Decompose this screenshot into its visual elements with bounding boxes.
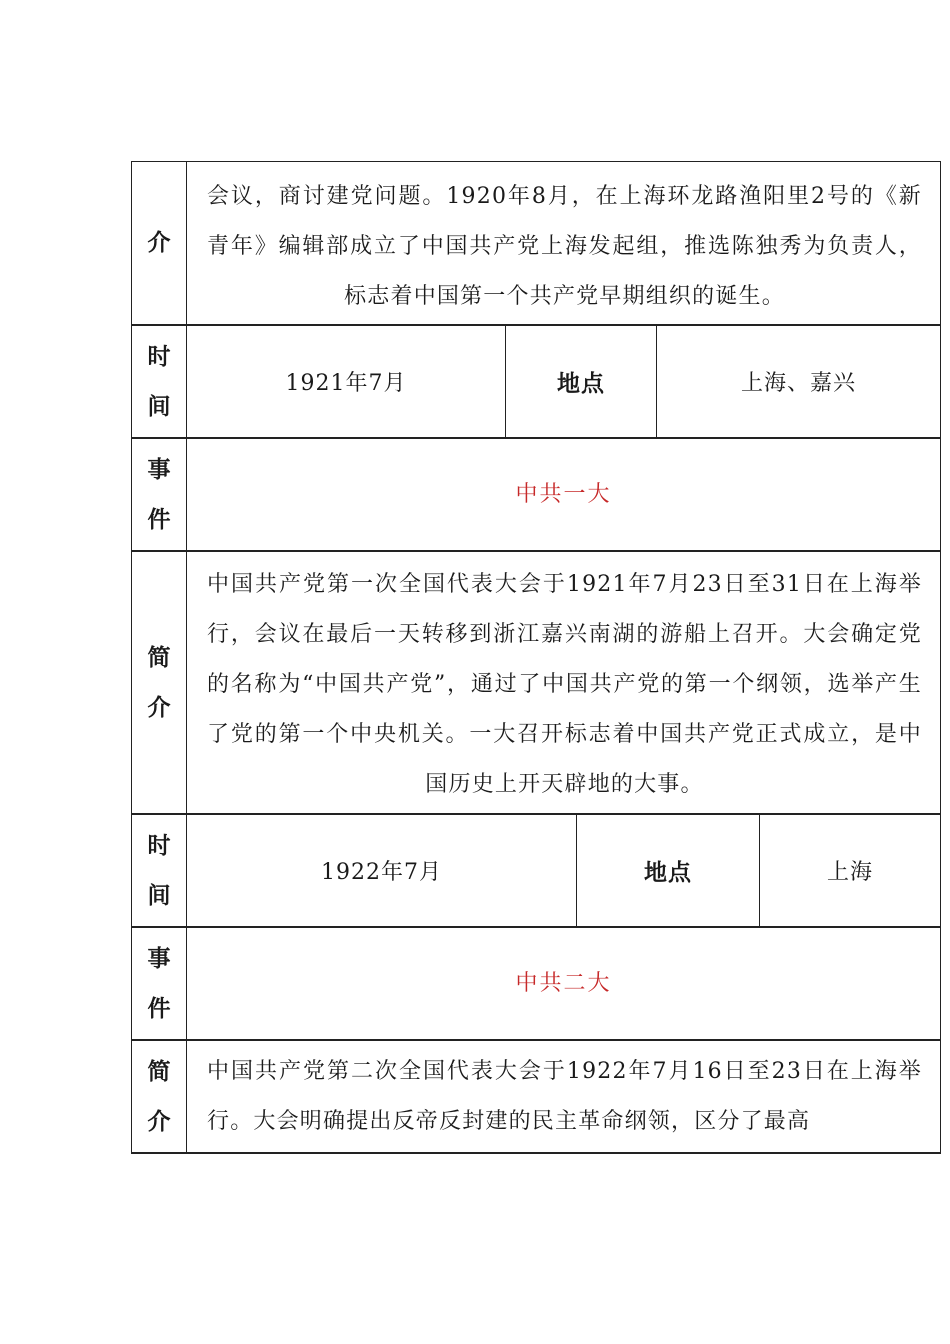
label-char: 时 (147, 832, 171, 859)
label-char: 时 (147, 343, 171, 370)
label-char: 介 (147, 230, 171, 256)
table-row-intro (131, 552, 941, 815)
event-name: 中共二大 (515, 970, 612, 996)
row-label (132, 162, 187, 324)
row-label (132, 815, 187, 926)
table-row-event (131, 439, 941, 552)
row-label (132, 439, 187, 550)
time-value: 1922年7月 (187, 815, 577, 926)
label-char: 事 (147, 945, 171, 972)
event-name: 中共一大 (515, 481, 612, 507)
label-char: 简 (147, 644, 171, 671)
label-char: 间 (147, 882, 171, 909)
intro-cell (187, 162, 940, 324)
label-char: 件 (147, 995, 171, 1022)
label-char: 事 (147, 456, 171, 483)
row-label (132, 326, 187, 437)
label-char: 介 (147, 1108, 171, 1135)
place-value: 上海、嘉兴 (740, 371, 856, 396)
table-row-intro (131, 1041, 941, 1154)
table-row-event (131, 928, 941, 1041)
label-char: 介 (147, 694, 171, 721)
label-char: 简 (147, 1058, 171, 1085)
table-row-intro-continued (131, 161, 941, 326)
time-value: 1921年7月 (187, 326, 506, 437)
table-row-time-place (131, 326, 941, 439)
place-value: 上海 (826, 860, 873, 885)
intro-cell (187, 1041, 940, 1152)
intro-cell (187, 552, 940, 813)
row-label (132, 928, 187, 1039)
row-label (132, 1041, 187, 1152)
label-char: 间 (147, 393, 171, 420)
place-label: 地点 (577, 815, 760, 926)
intro-text: 中国共产党第一次全国代表大会于1921年7月23日至31日在上海举行，会议在最后一天转移到浙江嘉兴南湖的游船上召开。大会确定党的名称为“中国共产党”，通过了中国共产党的第一个纲领，选举产生了党的第一个中央机关。一大召开标志着中国共产党正式成立，是中国历史上开天辟地的大事。 (207, 572, 922, 797)
label-char: 件 (147, 506, 171, 533)
table-row-time-place (131, 815, 941, 928)
place-label: 地点 (506, 326, 657, 437)
intro-text: 中国共产党第二次全国代表大会于1922年7月16日至23日在上海举行。大会明确提出反帝反封建的民主革命纲领，区分了最高 (207, 1059, 922, 1134)
intro-text: 会议，商讨建党问题。1920年8月，在上海环龙路渔阳里2号的《新青年》编辑部成立了中国共产党上海发起组，推选陈独秀为负责人，标志着中国第一个共产党早期组织的诞生。 (207, 184, 922, 309)
row-label (132, 552, 187, 813)
